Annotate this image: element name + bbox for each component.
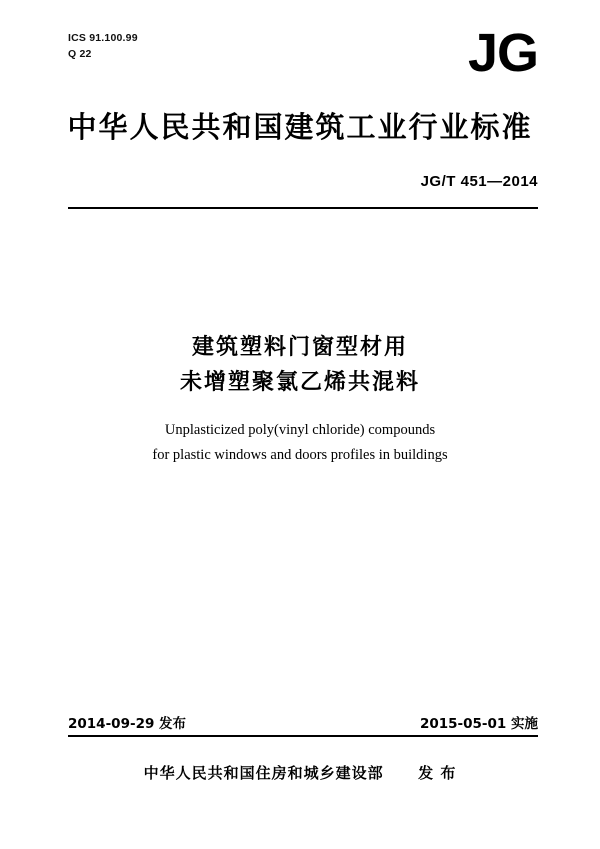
document-title-en-line2: for plastic windows and doors profiles in buildings bbox=[152, 446, 448, 463]
horizontal-rule-top bbox=[68, 207, 538, 209]
page-title: 中华人民共和国建筑工业行业标准 bbox=[67, 110, 533, 144]
document-title-en-line1: Unplasticized poly(vinyl chloride) compounds bbox=[164, 422, 436, 438]
document-title bbox=[0, 330, 600, 400]
publisher bbox=[0, 762, 600, 783]
publisher-name: 中华人民共和国住房和城乡建设部 bbox=[143, 764, 384, 782]
document-title-line1: 建筑塑料门窗型材用 bbox=[191, 335, 408, 360]
document-title-english bbox=[0, 418, 600, 467]
issue-date: 2014-09-29 发布 bbox=[68, 716, 187, 732]
publisher-action: 发 布 bbox=[418, 764, 457, 782]
classification-codes bbox=[68, 30, 138, 63]
classification-code: Q 22 bbox=[68, 48, 92, 61]
implementation-date: 2015-05-01 实施 bbox=[419, 716, 538, 732]
jg-logo: JG bbox=[467, 23, 538, 83]
ics-code: ICS 91.100.99 bbox=[68, 32, 138, 44]
document-title-line2: 未增塑聚氯乙烯共混料 bbox=[179, 370, 420, 396]
date-row bbox=[68, 712, 538, 732]
horizontal-rule-bottom bbox=[68, 735, 538, 737]
standard-number: JG/T 451—2014 bbox=[420, 173, 538, 190]
